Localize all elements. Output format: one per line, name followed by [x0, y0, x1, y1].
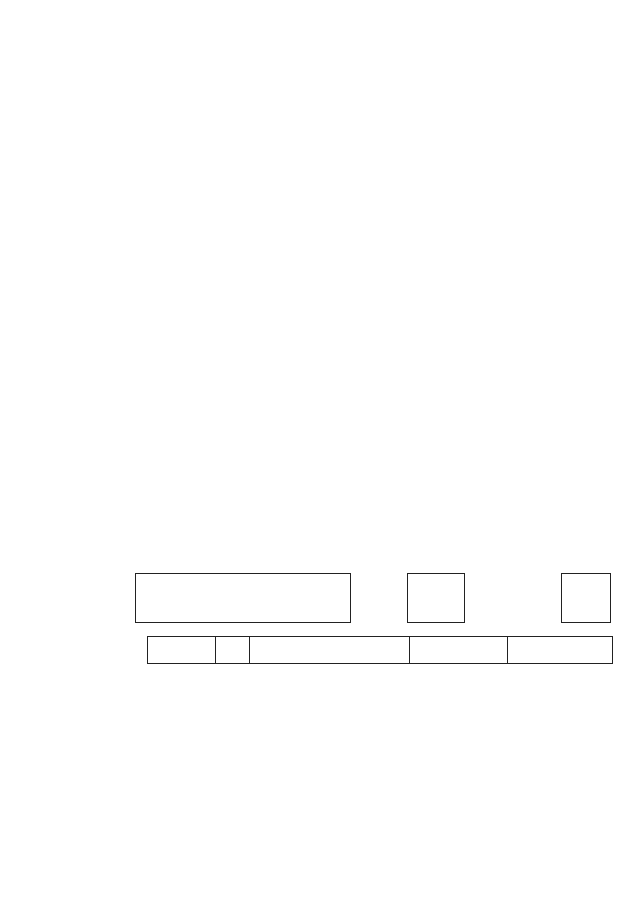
reg-number-cell: [508, 637, 612, 663]
original-mark: [216, 637, 250, 663]
borrowed-label: [250, 637, 410, 663]
qualification-level: [561, 573, 611, 623]
labor-function-code: [407, 573, 465, 623]
origin-row: [147, 636, 613, 664]
labor-function-name: [135, 573, 351, 623]
original-label: [148, 637, 216, 663]
code-original-cell: [410, 637, 508, 663]
